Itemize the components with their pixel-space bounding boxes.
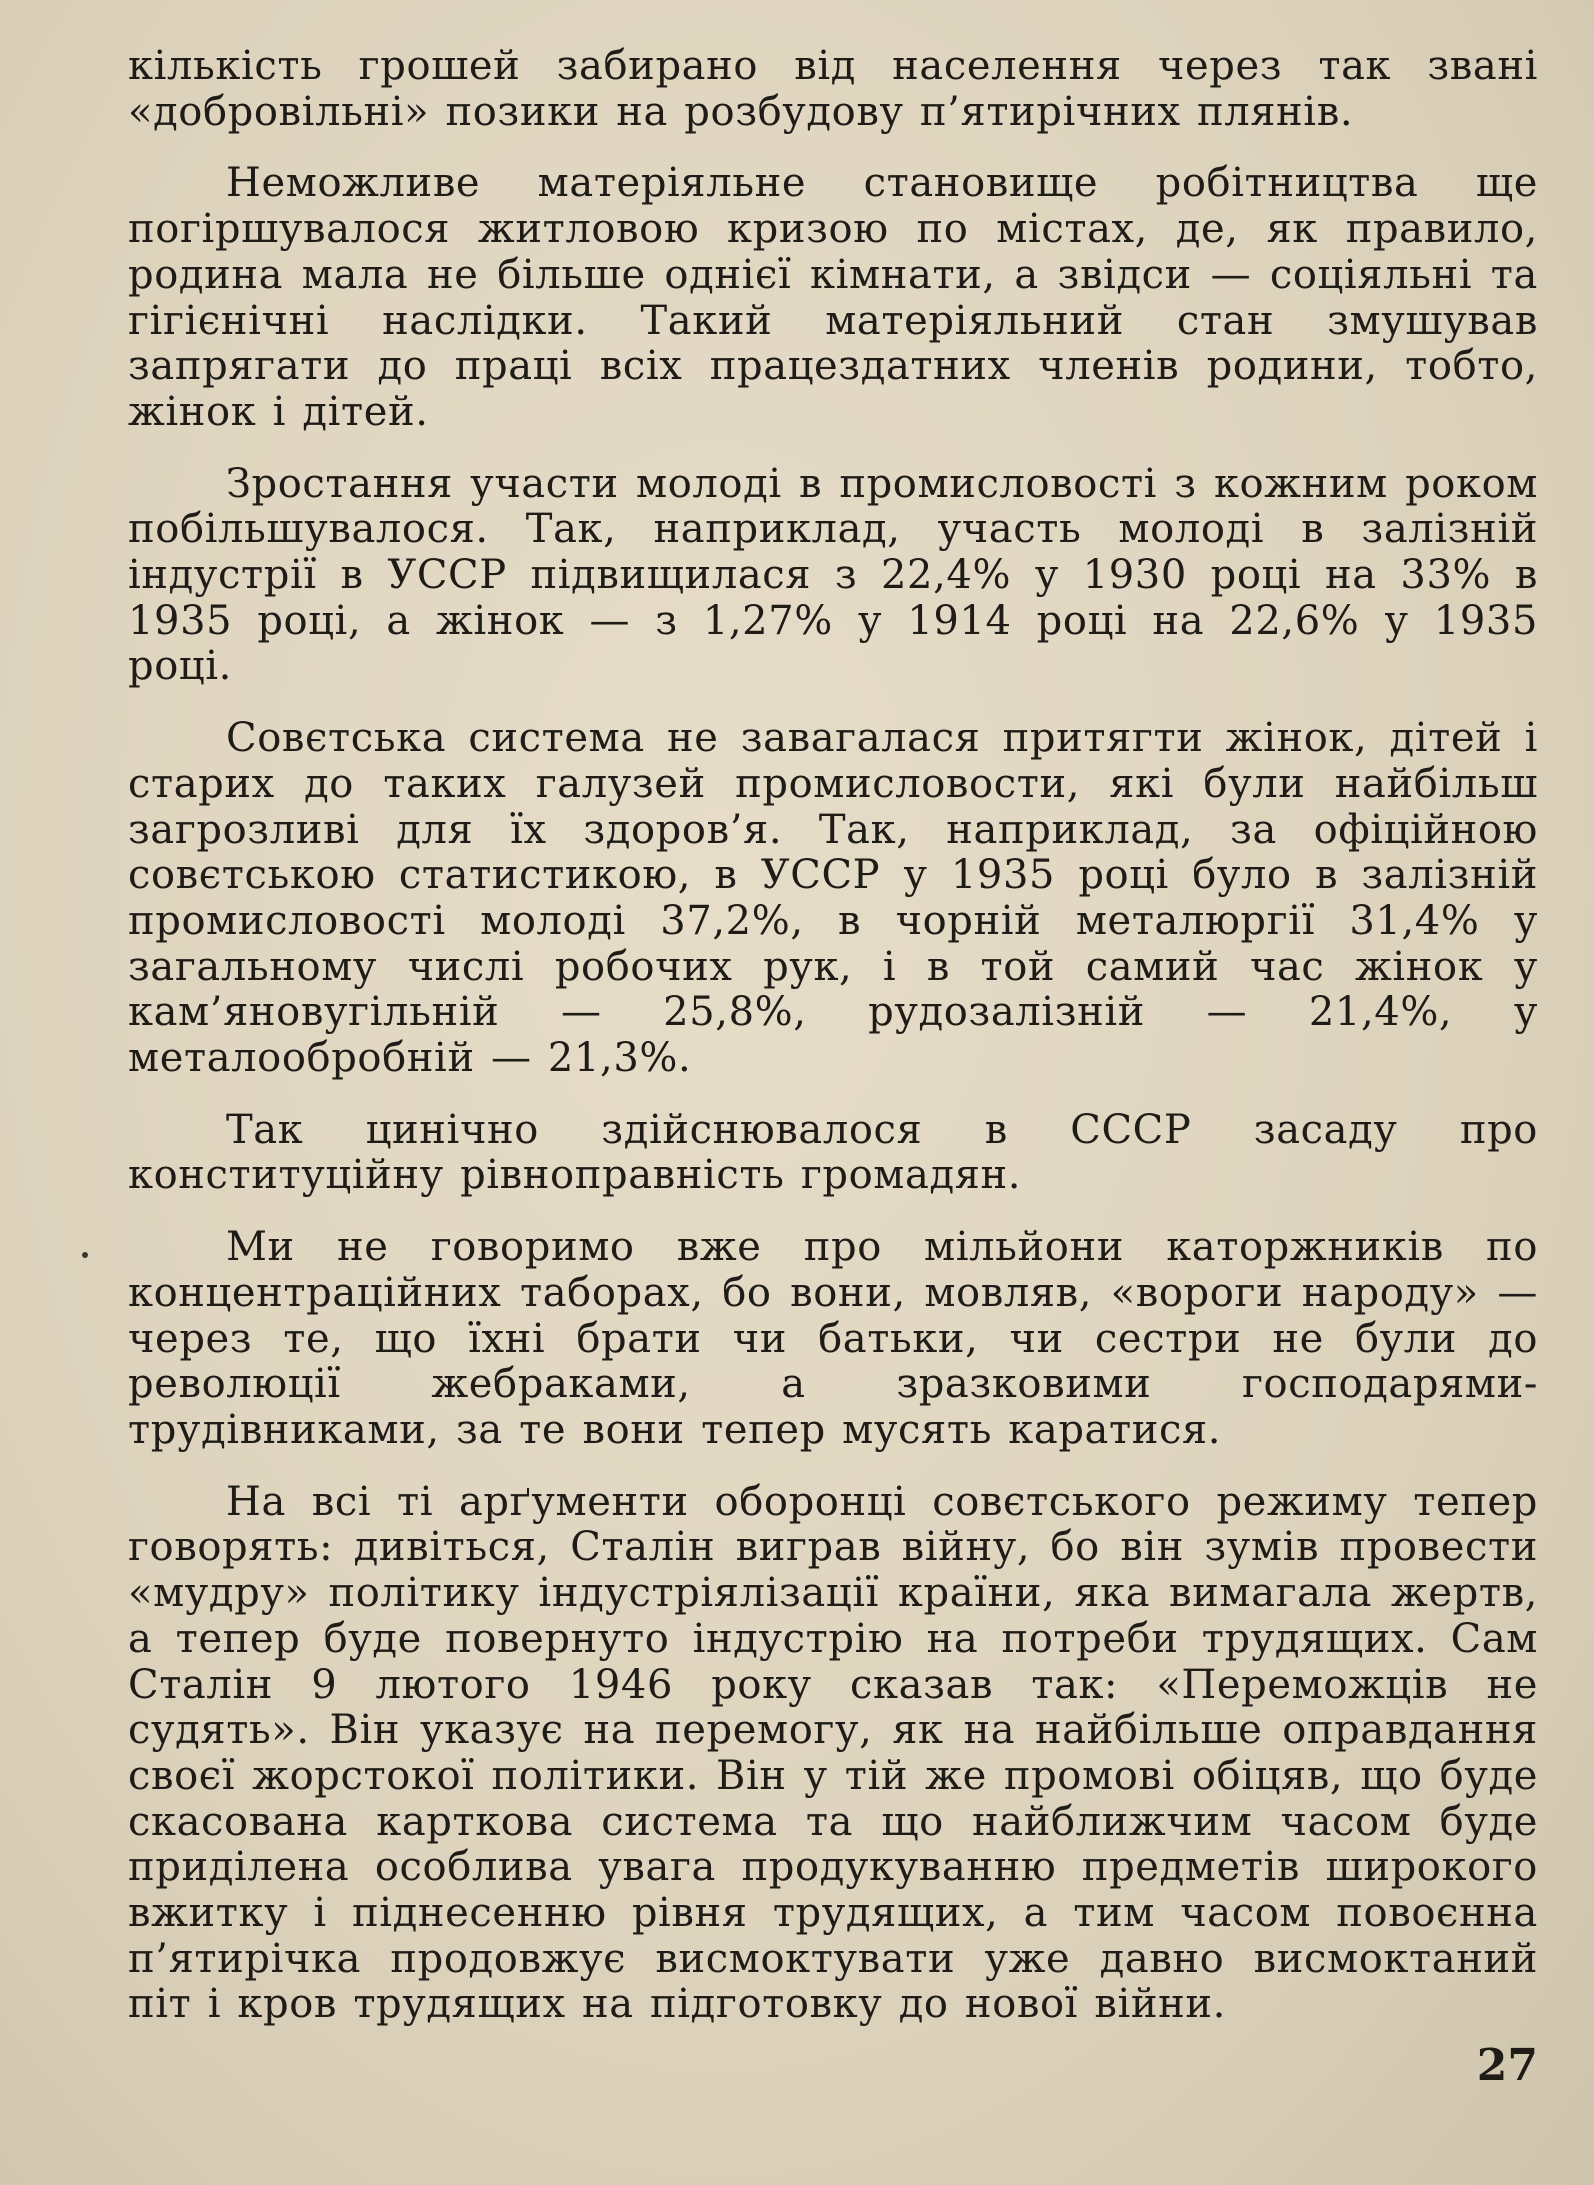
paragraph-camp-prisoners: Ми не говоримо вже про мільйони каторжників по концентраційних таборах, бо вони, мовляв, «вороги народу» — через те, що їхні брати чи батьки, чи сестри не були до революції жебраками, а зразковими господарями-трудівниками, за те вони тепер мусять каратися. (128, 1224, 1538, 1453)
page-text (128, 44, 1538, 2054)
paragraph-youth-participation: Зростання участи молоді в промисловості з кожним роком побільшувалося. Так, наприклад, участь молоді в залізній індустрії в УССР підвищилася з 22,4% у 1930 році на 33% в 1935 році, а жінок — з 1,27% у 1914 році на 22,6% у 1935 році. (128, 460, 1538, 690)
paragraph-continued: кількість грошей забирано від населення через так звані «добровільні» позики на розбудову п’ятирічних плянів. (128, 43, 1538, 135)
paragraph-stalin-arguments: На всі ті арґументи оборонці совєтського режиму тепер говорять: дивіться, Сталін виграв війну, бо він зумів провести «мудру» політику індустріялізації країни, яка вимагала жертв, а тепер буде повернуто індустрію на потреби трудящих. Сам Сталін 9 лютого 1946 року сказав так: «Переможців не судять». Він указує на перемогу, як на найбільше оправдання своєї жорстокої політики. Він у тій же промові обіцяв, що буде скасована карткова система та що найближчим часом буде приділена особлива увага продукуванню предметів широкого вжитку і піднесенню рівня трудящих, а тим часом повоєнна п’ятирічка продовжує висмоктувати уже давно висмоктаний піт і кров трудящих на підготовку до нової війни. (128, 1478, 1538, 2028)
paragraph-housing-crisis: Неможливе матеріяльне становище робітництва ще погіршувалося житловою кризою по містах, де, як правило, родина мала не більше однієї кімнати, а звідси — соціяльні та гігієнічні наслідки. Такий матеріяльний стан змушував запрягати до праці всіх працездатних членів родини, тобто, жінок і дітей. (128, 160, 1538, 435)
ink-speck (82, 1252, 88, 1258)
paragraph-women-children-industry: Совєтська система не завагалася притягти жінок, дітей і старих до таких галузей промисловости, які були найбільш загрозливі для їх здоров’я. Так, наприклад, за офіційною совєтською статистикою, в УССР у 1935 році було в залізній промисловості молоді 37,2%, в чорній металюргії 31,4% у загальному числі робочих рук, і в той самий час жінок у кам’яновугільній — 25,8%, рудозалізній — 21,4%, у металообробній — 21,3%. (128, 715, 1538, 1082)
paragraph-constitutional-equality: Так цинічно здійснювалося в СССР засаду про конституційну рівноправність громадян. (128, 1106, 1538, 1199)
page-number: 27 (1476, 2040, 1538, 2091)
